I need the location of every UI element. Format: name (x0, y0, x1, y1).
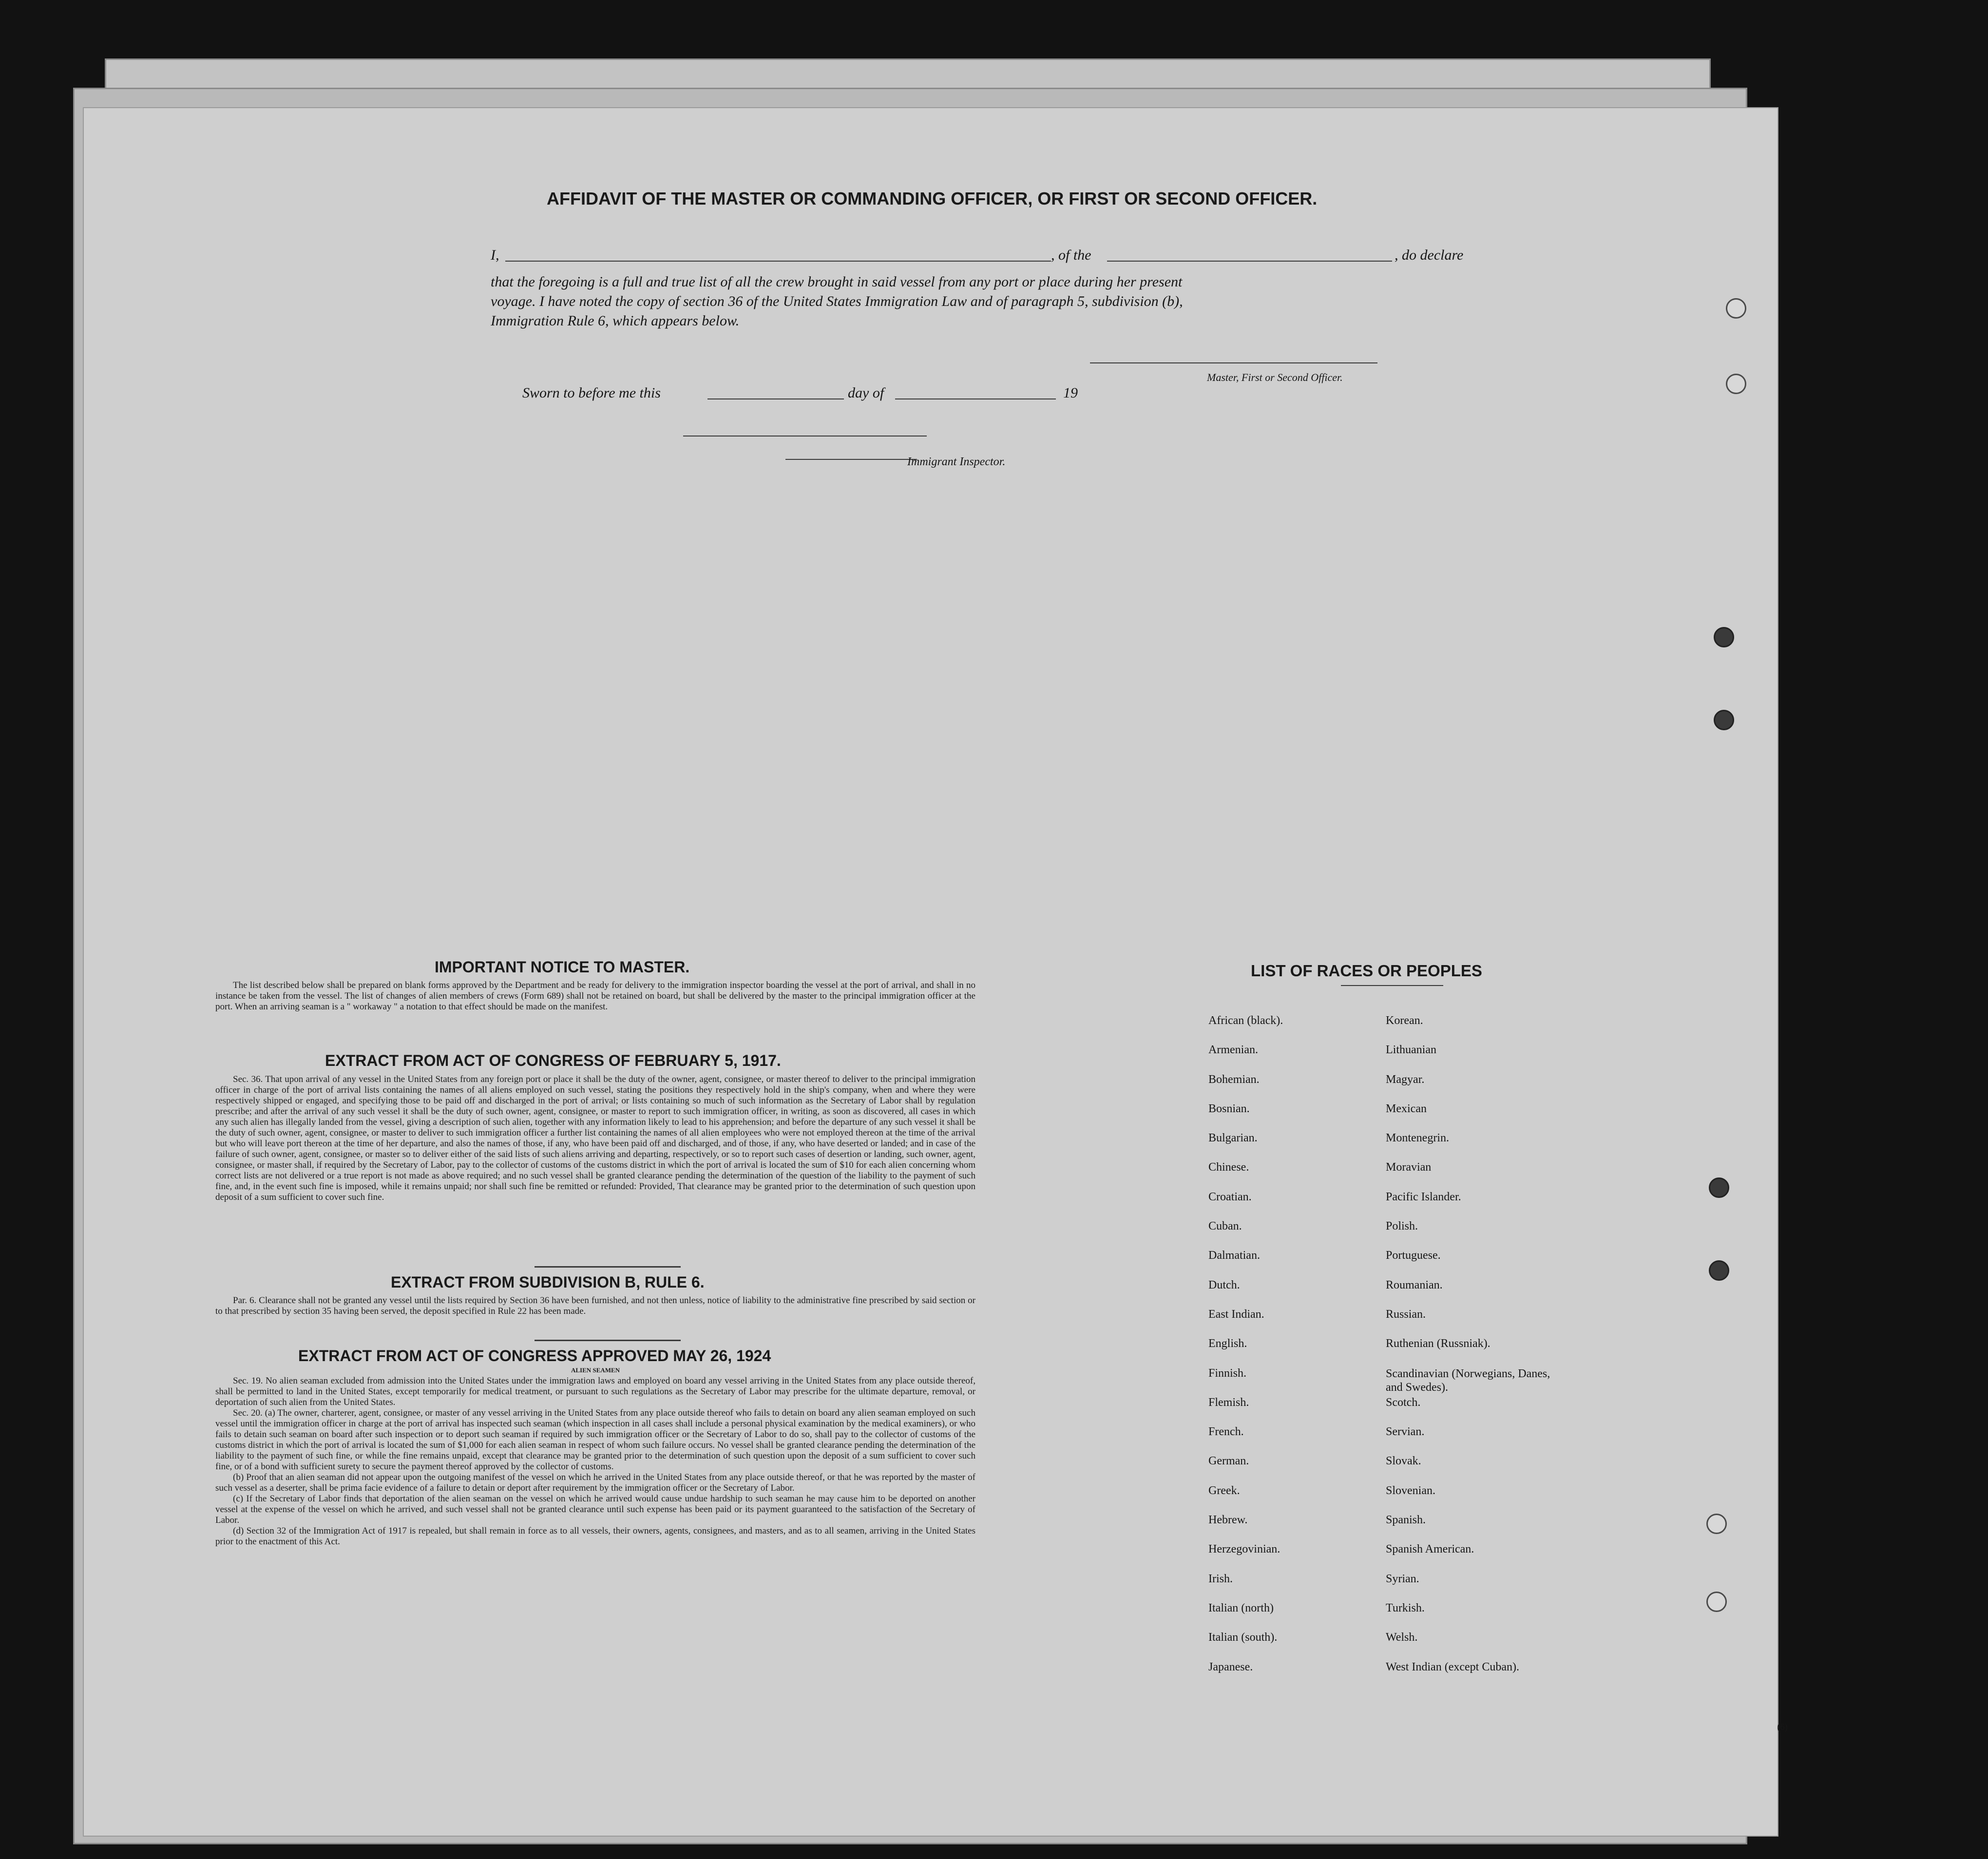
binder-hole (1726, 298, 1746, 319)
day-blank-field[interactable] (707, 398, 844, 399)
race-item: Ruthenian (Russniak). (1386, 1337, 1491, 1350)
inspector-label: Immigrant Inspector. (907, 455, 1006, 468)
race-item: Turkish. (1386, 1601, 1425, 1614)
master-signature-label: Master, First or Second Officer. (1207, 371, 1343, 383)
race-item: East Indian. (1208, 1308, 1264, 1321)
binder-hole (1714, 710, 1734, 730)
race-item: Roumanian. (1386, 1278, 1443, 1291)
race-item: Japanese. (1208, 1660, 1253, 1673)
race-item: Hebrew. (1208, 1514, 1248, 1527)
name-blank-field[interactable] (505, 261, 1051, 262)
declare-label: , do declare (1395, 247, 1464, 263)
race-item: Montenegrin. (1386, 1132, 1449, 1145)
race-item: Italian (north) (1208, 1601, 1274, 1614)
form-number: (6) (1777, 1722, 1788, 1732)
sworn-line (522, 385, 1204, 404)
section-divider (535, 1266, 681, 1268)
race-item: Armenian. (1208, 1043, 1258, 1057)
extract-1924-text (215, 1376, 975, 1547)
race-item: Italian (south). (1208, 1631, 1278, 1644)
race-item: Spanish American. (1386, 1543, 1474, 1556)
race-item: Slovenian. (1386, 1484, 1435, 1497)
race-item: Servian. (1386, 1425, 1425, 1439)
races-title: LIST OF RACES OR PEOPLES (1251, 962, 1482, 980)
race-item: Slovak. (1386, 1455, 1421, 1468)
race-item: Cuban. (1208, 1220, 1242, 1233)
race-item: Welsh. (1386, 1631, 1418, 1644)
extract-1917-text (215, 1074, 975, 1203)
document-page (83, 107, 1788, 1837)
sworn-label: Sworn to before me this (522, 385, 661, 401)
race-item: Herzegovinian. (1208, 1543, 1281, 1556)
notice-title: IMPORTANT NOTICE TO MASTER. (435, 958, 690, 976)
binder-hole (1709, 1177, 1729, 1198)
race-item: English. (1208, 1337, 1247, 1350)
race-item: Dutch. (1208, 1278, 1240, 1291)
notice-text (215, 980, 975, 1012)
race-item: Polish. (1386, 1220, 1418, 1233)
master-signature-line[interactable] (1090, 362, 1377, 363)
race-item: Mexican (1386, 1102, 1427, 1115)
race-item: African (black). (1208, 1014, 1283, 1027)
race-item: Pacific Islander. (1386, 1190, 1461, 1203)
binder-hole (1714, 627, 1734, 647)
race-item: Bohemian. (1208, 1073, 1260, 1086)
race-item: Bulgarian. (1208, 1132, 1258, 1145)
rule-6-paragraph: Par. 6. Clearance shall not be granted any vessel until the lists required by Section 36 have been furnished, and not then unless, notice of liability to the administrative fine prescribed by said section or to that prescribed by section 35 having been served, the deposit specified in Rule 22 has been made. (215, 1295, 975, 1316)
race-item: Lithuanian (1386, 1043, 1436, 1057)
races-title-underline (1341, 985, 1443, 986)
races-left-column (1208, 1014, 1413, 1690)
race-item: Irish. (1208, 1572, 1233, 1585)
vessel-blank-field[interactable] (1107, 261, 1392, 262)
notice-paragraph: The list described below shall be prepared on blank forms approved by the Department and be ready for delivery to the immigration inspector boarding the vessel at the port of arrival, and shall in no instance be taken from the vessel. The list of changes of alien members of crews (Form 689) shall not be retained on board, but shall be delivered by the master to the principal immigration officer at the port. When an arriving seaman is a " workaway " a notation to that effect should be made on the manifest. (215, 980, 975, 1012)
affidavit-body (491, 272, 1455, 331)
binder-hole (1726, 374, 1746, 394)
affidavit-body-line: that the foregoing is a full and true list of all the crew brought in said vessel from any port or place during her present (491, 274, 1183, 290)
race-item: Spanish. (1386, 1514, 1426, 1527)
race-item: Finnish. (1208, 1366, 1247, 1380)
race-item: German. (1208, 1455, 1249, 1468)
race-item: Scotch. (1386, 1396, 1421, 1409)
races-right-column (1386, 1014, 1576, 1690)
inspector-signature-line[interactable] (785, 459, 917, 460)
race-item: Greek. (1208, 1484, 1240, 1497)
binder-hole (1706, 1592, 1727, 1612)
race-item: Korean. (1386, 1014, 1423, 1027)
rule-6-title: EXTRACT FROM SUBDIVISION B, RULE 6. (391, 1273, 705, 1291)
race-item: West Indian (except Cuban). (1386, 1660, 1519, 1673)
race-item: Dalmatian. (1208, 1249, 1260, 1262)
race-item: Syrian. (1386, 1572, 1419, 1585)
extract-1917-title: EXTRACT FROM ACT OF CONGRESS OF FEBRUARY 5, 1917. (325, 1052, 781, 1069)
affidavit-title: AFFIDAVIT OF THE MASTER OR COMMANDING OFFICER, OR FIRST OR SECOND OFFICER. (547, 189, 1318, 209)
race-item: Portuguese. (1386, 1249, 1441, 1262)
section-36-paragraph: Sec. 36. That upon arrival of any vessel in the United States from any foreign port or place it shall be the duty of the owner, agent, consignee, or master thereof to deliver to the principal immigration officer in charge of the port of arrival lists containing the names of all aliens employed on such vessel, stating the positions they respectively hold in the ship's company, when and where they were respectively shipped or engaged, and specifying those to be paid off and discharged in the port of arrival; or lists containing so much of such information as the Secretary of Labor shall by regulation prescribe; and after the arrival of any such vessel it shall be the duty of such owner, agent, consignee, or master to report to such immigration officer, in writing, as soon as discovered, all cases in which any such alien has illegally landed from the vessel, giving a description of such alien, together with any information likely to lead to his apprehension; and before the departure of any such vessel it shall be the duty of such owner, agent, consignee, or master to deliver to such immigration officer a further list containing the names of all alien employees who were not employed thereon at the time of the arrival but who will leave port thereon at the time of her departure, and also the names of those, if any, who have been paid off and discharged, and of those, if any, who have deserted or landed; and in case of the failure of such owner, agent, consignee, or master so to deliver either of the said lists of such aliens arriving and departing, respectively, or so to report such cases of desertion or landing, such owner, agent, consignee, or master shall, if required by the Secretary of Labor, pay to the collector of customs of the customs district in which the port of arrival is located the sum of $10 for each alien concerning whom correct lists are not delivered or a true report is not made as above required; and no such vessel shall be granted clearance pending the determination of the question of the liability to the payment of such fine, and, in the event such fine is imposed, while it remains unpaid; nor shall such fine be remitted or refunded: Provided, That clearance may be granted prior to the determination of such question upon deposit of a sum sufficient to cover such fine. (215, 1074, 975, 1202)
section-20d-paragraph: (d) Section 32 of the Immigration Act of 1917 is repealed, but shall remain in force as to all vessels, their owners, agents, consignees, and masters, and as to all seamen, arriving in the United States prior to the enactment of this Act. (215, 1526, 975, 1547)
binder-hole (1706, 1514, 1727, 1534)
affidavit-declaration-line (491, 247, 1514, 266)
race-item: Russian. (1386, 1308, 1426, 1321)
race-item: Croatian. (1208, 1190, 1252, 1203)
of-the-label: , of the (1051, 247, 1091, 263)
section-divider (535, 1340, 681, 1341)
race-item: Scandinavian (Norwegians, Danes, and Swedes). (1386, 1367, 1550, 1394)
year-prefix: 19 (1063, 385, 1078, 401)
race-item: Moravian (1386, 1161, 1432, 1174)
alien-seamen-subtitle: ALIEN SEAMEN (571, 1366, 620, 1374)
race-item: Bosnian. (1208, 1102, 1250, 1115)
binder-hole (1709, 1260, 1729, 1281)
month-blank-field[interactable] (895, 398, 1056, 399)
i-label: I, (491, 247, 499, 263)
extract-1924-title: EXTRACT FROM ACT OF CONGRESS APPROVED MAY 26, 1924 (298, 1347, 771, 1365)
affidavit-body-line: voyage. I have noted the copy of section 36 of the United States Immigration Law and of paragraph 5, subdivision (b), (491, 293, 1183, 309)
race-item: Chinese. (1208, 1161, 1249, 1174)
rule-6-text (215, 1295, 975, 1317)
race-item: Magyar. (1386, 1073, 1425, 1086)
race-item: French. (1208, 1425, 1244, 1439)
section-20b-paragraph: (b) Proof that an alien seaman did not appear upon the outgoing manifest of the vessel on which he arrived in the United States from any place outside thereof, or that he was reported by the master of such vessel as a deserter, shall be prima facie evidence of a failure to detain or deport after requirement by the immigration officer or the Secretary of Labor. (215, 1472, 975, 1493)
day-of-label: day of (848, 385, 884, 401)
section-19-paragraph: Sec. 19. No alien seaman excluded from admission into the United States under the immigration laws and employed on board any vessel arriving in the United States from any place outside thereof, shall be permitted to land in the United States, except temporarily for medical treatment, or pursuant to such regulations as the Secretary of Labor may prescribe for the ultimate departure, removal, or deportation of such alien from the United States. (215, 1376, 975, 1407)
section-20a-paragraph: Sec. 20. (a) The owner, charterer, agent, consignee, or master of any vessel arriving in the United States from any place outside thereof who fails to detain on board any alien seaman employed on such vessel until the immigration officer in charge at the port of arrival has inspected such seaman (which inspection in all cases shall include a personal physical examination by the medical examiners), or who fails to detain such seaman on board after such inspection or to deport such seaman if required by such immigration officer or the Secretary of Labor to do so, shall pay to the collector of customs of the customs district in which the port of arrival is located the sum of $1,000 for each alien seaman in respect of whom such failure occurs. No vessel shall be granted clearance pending the determination of the liability to the payment of such fine, or while the fine remains unpaid, except that clearance may be granted prior to the determination of such question upon the deposit of a sum sufficient to cover such fine, or of a bond with sufficient surety to secure the payment thereof approved by the collector of customs. (215, 1408, 975, 1472)
race-item: Flemish. (1208, 1396, 1249, 1409)
affidavit-body-line: Immigration Rule 6, which appears below. (491, 313, 740, 329)
section-20c-paragraph: (c) If the Secretary of Labor finds that deportation of the alien seaman on the vessel on which he arrived would cause undue hardship to such seaman he may cause him to be deported on another vessel at the expense of the vessel on which he arrived, and such vessel shall not be granted clearance until such expense has been paid or its payment guaranteed to the satisfaction of the Secretary of Labor. (215, 1494, 975, 1525)
